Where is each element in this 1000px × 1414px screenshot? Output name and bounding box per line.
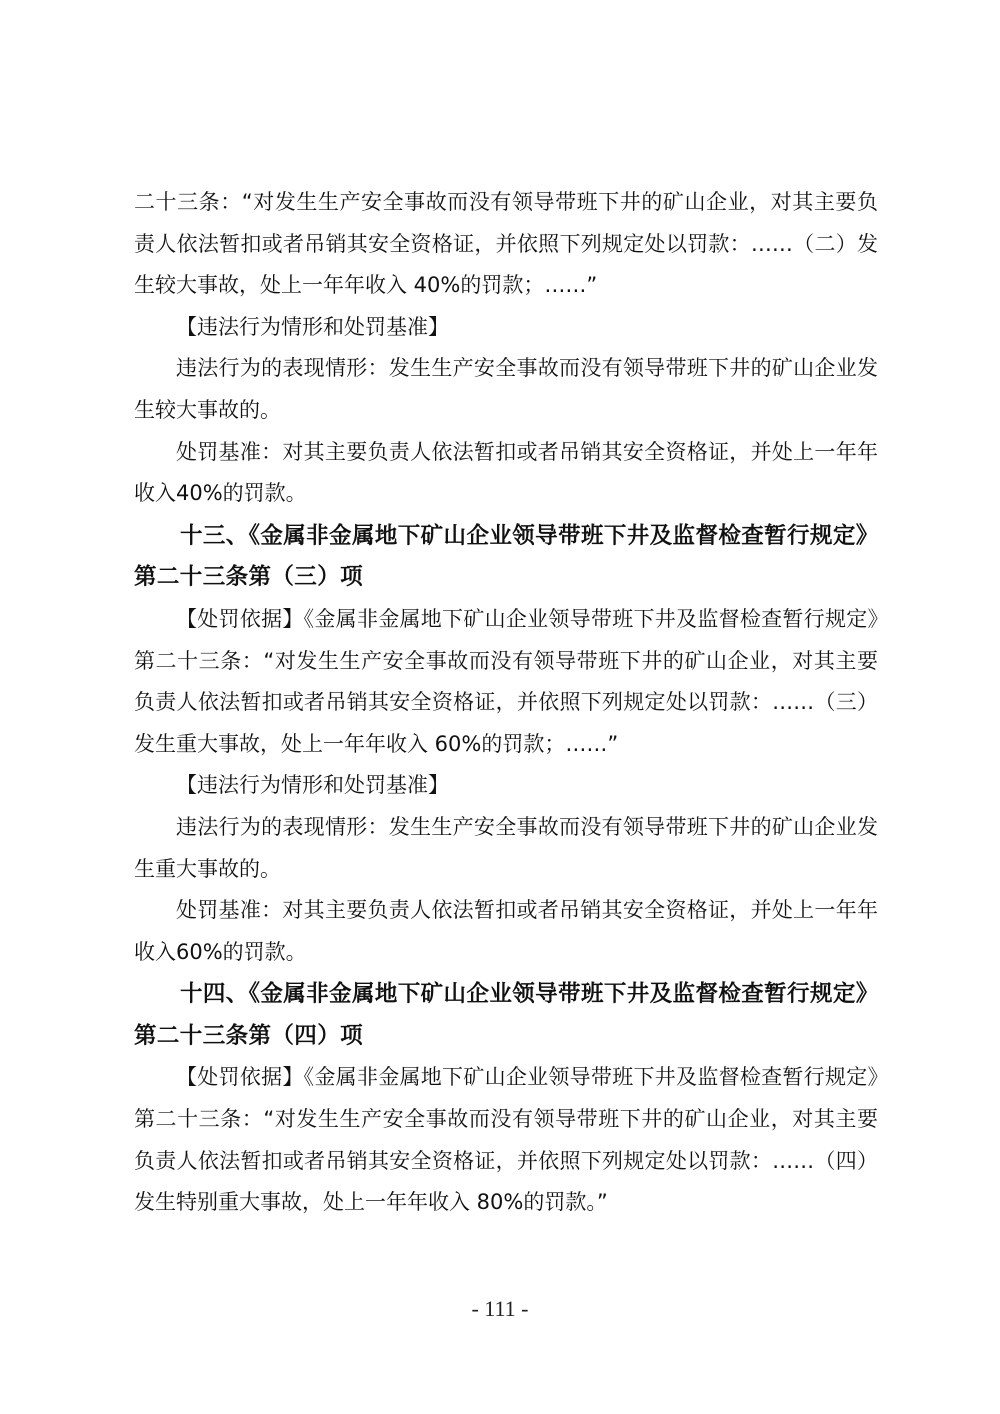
paragraph-basis: 【处罚依据】《金属非金属地下矿山企业领导带班下井及监督检查暂行规定》第二十三条：“对发生生产安全事故而没有领导带班下井的矿山企业，对其主要负责人依法暂扣或者吊销其安全资格证，并依照下列规定处以罚款：……（三）发生重大事故，处上一年年收入 60%的罚款；……” xyxy=(134,606,878,756)
section-heading: 十三、《金属非金属地下矿山企业领导带班下井及监督检查暂行规定》第二十三条第（三）项 xyxy=(134,522,868,591)
section-label: 【违法行为情形和处罚基准】 xyxy=(176,314,449,339)
document-body xyxy=(134,182,878,1224)
paragraph-continuation: 二十三条：“对发生生产安全事故而没有领导带班下井的矿山企业，对其主要负责人依法暂扣或者吊销其安全资格证，并依照下列规定处以罚款：……（二）发生较大事故，处上一年年收入 40%的罚款；……” xyxy=(134,190,878,298)
section-label: 【违法行为情形和处罚基准】 xyxy=(176,773,449,798)
page-number: - 111 - xyxy=(471,1296,529,1321)
paragraph-penalty: 处罚基准：对其主要负责人依法暂扣或者吊销其安全资格证，并处上一年年收入40%的罚款。 xyxy=(134,439,878,506)
paragraph-violation: 违法行为的表现情形：发生生产安全事故而没有领导带班下井的矿山企业发生重大事故的。 xyxy=(134,814,878,881)
paragraph-penalty: 处罚基准：对其主要负责人依法暂扣或者吊销其安全资格证，并处上一年年收入60%的罚款。 xyxy=(134,898,878,964)
section-heading: 十四、《金属非金属地下矿山企业领导带班下井及监督检查暂行规定》第二十三条第（四）项 xyxy=(134,981,868,1049)
paragraph-violation: 违法行为的表现情形：发生生产安全事故而没有领导带班下井的矿山企业发生较大事故的。 xyxy=(134,356,878,422)
paragraph-basis: 【处罚依据】《金属非金属地下矿山企业领导带班下井及监督检查暂行规定》第二十三条：“对发生生产安全事故而没有领导带班下井的矿山企业，对其主要负责人依法暂扣或者吊销其安全资格证，并依照下列规定处以罚款：……（四）发生特别重大事故，处上一年年收入 80%的罚款。” xyxy=(134,1065,878,1215)
